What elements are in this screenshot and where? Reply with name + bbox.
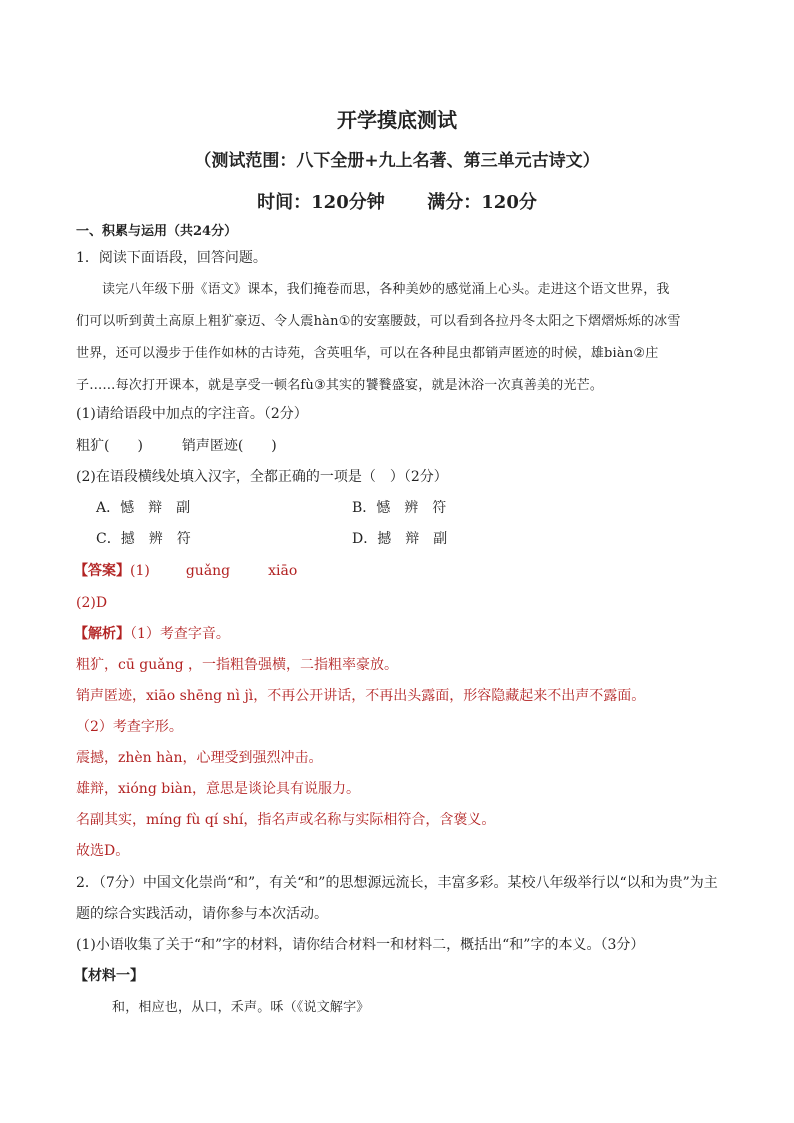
option-c: C．撼 辨 符 (96, 531, 191, 547)
time-label: 时间：120分钟 (257, 192, 385, 213)
blank-cuguang: 粗犷( ) (76, 438, 143, 454)
material-1-label: 【材料一】 (74, 968, 144, 984)
q1-stem: 1．阅读下面语段，回答问题。 (76, 250, 267, 266)
analysis-text-1: （1）考查字音。 (130, 626, 230, 642)
analysis-line-4: （2）考查字形。 (76, 719, 183, 735)
passage-line-1: 读完八年级下册《语文》课本，我们掩卷而思，各种美妙的感觉涌上心头。走进这个语文世界，我 (102, 282, 670, 297)
passage-line-4: 子……每次打开课本，就是享受一顿名fù③其实的饕餮盛宴，就是沐浴一次真善美的光芒。 (76, 378, 604, 393)
analysis-line-2: 粗犷，cū guǎng ，一指粗鲁强横，二指粗率豪放。 (76, 657, 399, 673)
analysis-line-3: 销声匿迹，xiāo shēng nì jì，不再公开讲话，不再出头露面，形容隐藏起来不出声不露面。 (76, 688, 646, 704)
score-label: 满分：120分 (427, 192, 537, 213)
passage-line-3: 世界，还可以漫步于佳作如林的古诗苑，含英咀华，可以在各种昆虫都销声匿迹的时候，雄biàn②庄 (76, 346, 659, 361)
analysis-label: 【解析】 (74, 626, 130, 642)
answer-line-1 (74, 561, 297, 581)
analysis-line-1 (74, 624, 230, 644)
q2-stem-2: 题的综合实践活动，请你参与本次活动。 (76, 906, 328, 922)
answer-label: 【答案】 (74, 563, 130, 579)
blank-xiaosheng: 销声匿迹( ) (181, 438, 277, 454)
analysis-line-5: 震撼，zhèn hàn，心理受到强烈冲击。 (76, 750, 323, 766)
exam-scope: （测试范围：八下全册+九上名著、第三单元古诗文） (194, 151, 600, 171)
answer-line-2: (2)D (76, 595, 108, 611)
section-heading: 一、积累与运用（共24分） (76, 224, 238, 239)
answer-1-a: guǎng (185, 563, 231, 579)
q2-stem-1: 2．（7分）中国文化崇尚“和”，有关“和”的思想源远流长，丰富多彩。某校八年级举行以“以和为贵”为主 (76, 875, 718, 891)
answer-1-b: xiāo (268, 563, 298, 579)
answer-1-prefix: (1) (130, 563, 150, 579)
analysis-line-8: 故选D。 (76, 843, 130, 859)
exam-title: 开学摸底测试 (337, 108, 457, 132)
q1-sub1-blanks (76, 436, 277, 456)
material-1-text: 和，相应也，从口，禾声。咊（《说文解字》 (112, 1000, 370, 1015)
option-d: D．撼 辩 副 (352, 531, 448, 547)
option-b: B．憾 辨 符 (352, 500, 447, 516)
q1-sub1: (1)请给语段中加点的字注音。（2分） (76, 406, 308, 422)
passage-line-2: 们可以听到黄土高原上粗犷豪迈、令人震hàn①的安塞腰鼓，可以看到各拉丹冬太阳之下熠熠烁烁的冰雪 (76, 314, 681, 329)
exam-time-score (0, 188, 794, 214)
q2-sub1: (1)小语收集了关于“和”字的材料，请你结合材料一和材料二，概括出“和”字的本义。（3分） (76, 937, 645, 953)
option-a: A．憾 辩 副 (96, 500, 191, 516)
analysis-line-7: 名副其实，míng fù qí shí，指名声或名称与实际相符合，含褒义。 (76, 812, 496, 828)
analysis-line-6: 雄辩，xióng biàn，意思是谈论具有说服力。 (76, 781, 361, 797)
q1-sub2: (2)在语段横线处填入汉字，全都正确的一项是（ ）（2分） (76, 469, 448, 485)
